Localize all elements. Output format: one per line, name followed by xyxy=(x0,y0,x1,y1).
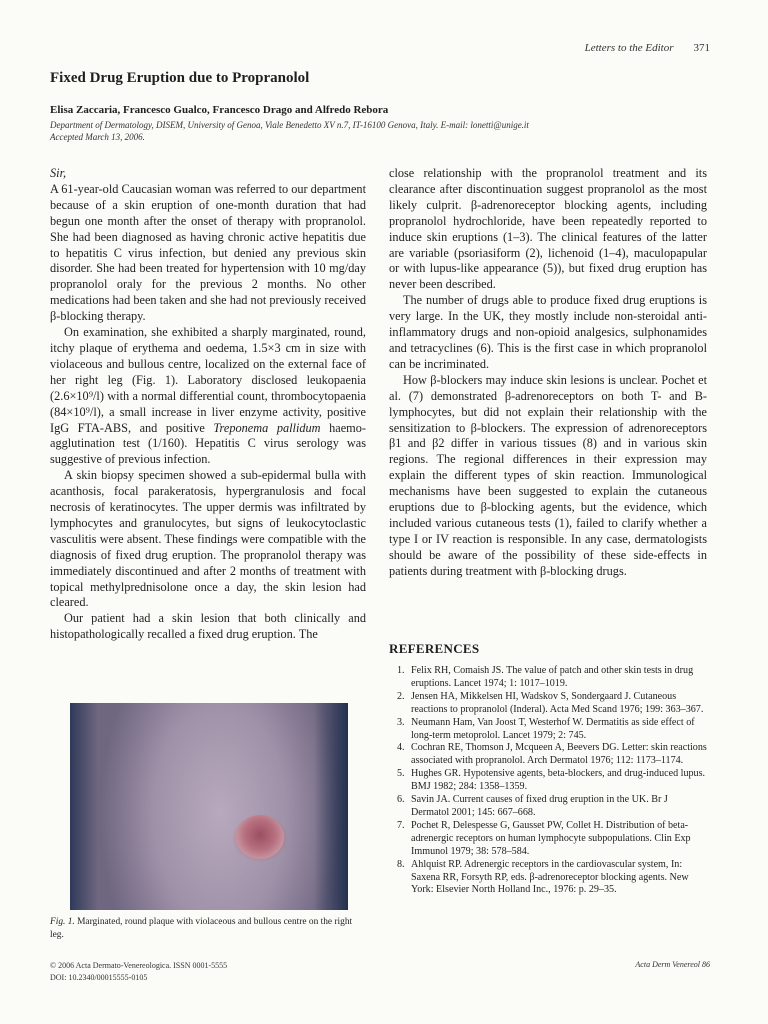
photo-background-right xyxy=(314,703,348,910)
species-name: Treponema pallidum xyxy=(213,420,321,435)
skin-lesion xyxy=(236,815,284,859)
journal-section: Letters to the Editor xyxy=(584,42,674,54)
reference-text: Savin JA. Current causes of fixed drug eruption in the UK. Br J Dermatol 2001; 145: 667–668. xyxy=(411,794,668,818)
reference-item xyxy=(389,820,707,859)
copyright-line: © 2006 Acta Dermato-Venereologica. ISSN 0001-5555 xyxy=(50,961,228,970)
reference-item xyxy=(389,717,707,743)
footer-left xyxy=(50,960,227,984)
clinical-photo-figure xyxy=(70,703,348,910)
right-column xyxy=(389,166,707,580)
figure-label: Fig. 1. xyxy=(50,917,75,927)
article-affiliation-block xyxy=(50,119,720,143)
figure-caption xyxy=(50,916,366,942)
reference-item xyxy=(389,859,707,898)
article-authors: Elisa Zaccaria, Francesco Gualco, Francesco Drago and Alfredo Rebora xyxy=(50,104,389,116)
reference-number: 3. xyxy=(397,716,405,728)
doi-line: DOI: 10.2340/00015555-0105 xyxy=(50,973,148,982)
figure-caption-text: Marginated, round plaque with violaceous and bullous centre on the right leg. xyxy=(50,917,353,940)
reference-number: 5. xyxy=(397,768,405,780)
reference-text: Pochet R, Delespesse G, Gausset PW, Collet H. Distribution of beta-adrenergic receptors on human lymphocyte subpopulations. Clin Exp Immunol 1979; 38: 578–584. xyxy=(411,819,691,857)
reference-number: 8. xyxy=(397,858,405,870)
paragraph-1: A 61-year-old Caucasian woman was referred to our department because of a skin eruption of one-month duration that had begun one month after the onset of therapy with propranolol. She had been diagnosed as having chronic active hepatitis due to hepatitis C virus infection, but denied any previous skin disorder. She had been treated for hypertension with 10 mg/day propranolol oraly for the previous 2 months. No other medications had been taken and she had not previously received β-blocking therapy. xyxy=(50,181,366,324)
affiliation-text: Department of Dermatology, DISEM, University of Genoa, Viale Benedetto XV n.7, IT-16100 Genova, Italy. E-mail: lonetti@unige.it xyxy=(50,120,529,130)
running-head xyxy=(585,42,710,54)
paragraph-6: The number of drugs able to produce fixed drug eruptions is very large. In the UK, they mostly include non-steroidal anti-inflammatory drugs and non-opioid analgesics, sulphonamides and tetracyclines (6). This is the first case in which propranolol can be incriminated. xyxy=(389,293,707,371)
paragraph-3: A skin biopsy specimen showed a sub-epidermal bulla with acanthosis, focal parakeratosis, hypergranulosis and focal necrosis of keratinocytes. The upper dermis was infiltrated by lymphocytes and granulocytes, but signs of leukocytoclastic vasculitis were absent. These findings were compatible with the diagnosis of fixed drug eruption. The propranolol therapy was immediately discontinued and after 2 months of treatment with topical methylprednisolone once a day, the skin lesion had cleared. xyxy=(50,468,366,610)
reference-text: Neumann Ham, Van Joost T, Westerhof W. Dermatitis as side effect of long-term metoprolol. Lancet 1979; 2: 745. xyxy=(411,716,695,741)
reference-number: 4. xyxy=(397,742,405,754)
reference-item xyxy=(389,794,707,820)
paragraph-2-part-a: On examination, she exhibited a sharply marginated, round, itchy plaque of erythema and oedema, 1.5×3 cm in size with violaceous and bullous centre, localized on the external face of her right leg (Fig. 1). Laboratory disclosed leukopaenia (2.6×10⁹/l) with a normal differential count, thrombocytopaenia (84×10⁹/l), a small increase in liver enzyme activity, positive IgG FTA-ABS, and positive xyxy=(50,325,366,435)
references-heading: REFERENCES xyxy=(389,641,480,656)
paragraph-7: How β-blockers may induce skin lesions is unclear. Pochet et al. (7) demonstrated β-adrenoreceptors on both T- and B-lymphocytes, but did not explain their relationship with the sensitization to β-blockers. The expression of adrenoreceptors β1 and β2 differ in various tissues (8) and in various skin regions. The regional differences in their expression may explain the different types of skin reaction. Immunological mechanisms have been suggested to explain the cutaneous eruptions due to β-blocking agents, but the evidence, which included various cutaneous tests (1), failed to clarify whether a type I or IV reaction is responsible. In any case, dermatologists should be aware of the possibility of these side-effects in patients during treatment with β-blocking drugs. xyxy=(389,372,707,578)
reference-text: Jensen HA, Mikkelsen HI, Wadskov S, Sondergaard J. Cutaneous reactions to propranolol (Inderal). Acta Med Scand 1976; 199: 363–367. xyxy=(411,690,704,715)
photo-background-left xyxy=(70,703,98,910)
journal-reference: Acta Derm Venereol 86 xyxy=(635,960,710,969)
reference-number: 2. xyxy=(397,690,405,702)
reference-item xyxy=(389,691,707,717)
reference-item xyxy=(389,742,707,768)
left-column xyxy=(50,166,366,643)
reference-number: 7. xyxy=(397,819,405,831)
reference-number: 6. xyxy=(397,794,405,806)
paragraph-5: close relationship with the propranolol treatment and its clearance after discontinuation suggest propranolol as the most likely culprit. β-adrenoreceptor blocking agents, including propranolol hydrochloride, have been repeatedly reported to induce skin eruptions (1–3). The clinical features of the latter are variable (psoriasiform (2), lichenoid (1–4), maculopapular or with lupus-like appearance (5)), but fixed drug eruption has never been described. xyxy=(389,166,707,292)
reference-text: Hughes GR. Hypotensive agents, beta-blockers, and drug-induced lupus. BMJ 1982; 284: 1358–1359. xyxy=(411,768,706,793)
reference-text: Felix RH, Comaish JS. The value of patch and other skin tests in drug eruptions. Lancet 1974; 1: 1017–1019. xyxy=(411,665,694,689)
page-number: 371 xyxy=(693,42,710,54)
salutation: Sir, xyxy=(50,166,67,180)
paragraph-2 xyxy=(50,325,366,468)
article-title: Fixed Drug Eruption due to Propranolol xyxy=(50,70,310,86)
reference-text: Cochran RE, Thomson J, Mcqueen A, Beevers DG. Letter: skin reactions associated with propranolol. Arch Dermatol 1976; 112: 1173–1174. xyxy=(411,742,707,767)
references-list xyxy=(389,665,707,897)
reference-number: 1. xyxy=(397,665,405,676)
accepted-date: Accepted March 13, 2006. xyxy=(50,132,145,142)
reference-item xyxy=(389,665,707,691)
paragraph-4: Our patient had a skin lesion that both clinically and histopathologically recalled a fixed drug eruption. The xyxy=(50,611,366,642)
reference-item xyxy=(389,768,707,794)
paragraph-2-part-b: haemo-agglutination test (1/160). Hepatitis C virus serology was suggestive of previous infection. xyxy=(50,420,366,467)
reference-text: Ahlquist RP. Adrenergic receptors in the cardiovascular system, In: Saxena RR, Forsyth RP, eds. β-adrenoreceptor blocking agents. New York: Elsevier North Holland Inc., 1976: p. 29–35. xyxy=(411,858,689,896)
